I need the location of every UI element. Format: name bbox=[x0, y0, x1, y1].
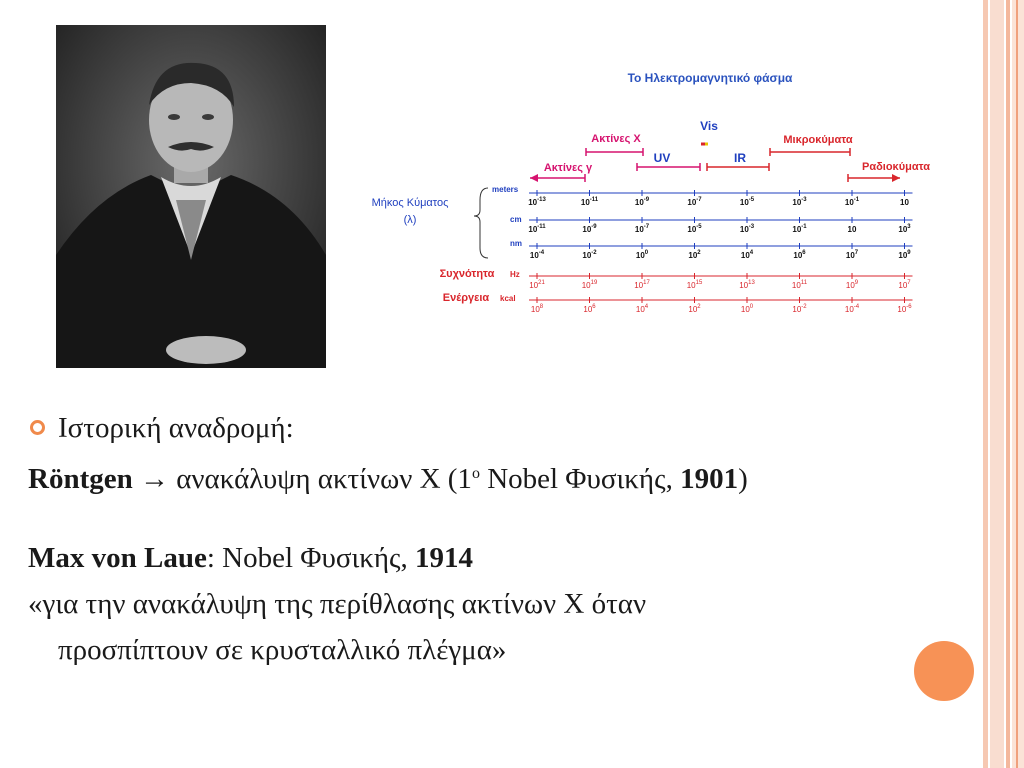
scale-label-kcal: $10^2$ bbox=[688, 304, 701, 314]
stripe bbox=[1016, 0, 1018, 768]
energy-label: Ενέργεια bbox=[442, 292, 490, 304]
roentgen-line bbox=[28, 454, 968, 500]
scale-label-nm: $10^9$ bbox=[898, 250, 911, 260]
scale-label-kcal: $10^{-2}$ bbox=[792, 304, 807, 314]
stripe bbox=[1006, 0, 1010, 768]
scale-label-nm: $10^4$ bbox=[740, 250, 754, 260]
roentgen-text-b: Nobel Φυσικής, bbox=[479, 463, 681, 495]
unit-nm: nm bbox=[510, 239, 522, 248]
scale-label-cm: $10^3$ bbox=[898, 224, 911, 234]
xrays-label: Ακτίνες Χ bbox=[591, 133, 641, 145]
scale-label-nm: $10^{-4}$ bbox=[529, 250, 545, 260]
scale-label-nm: $10^{-2}$ bbox=[582, 250, 597, 260]
decorative-border-stripes bbox=[980, 0, 1024, 768]
radio-arrowhead bbox=[892, 174, 900, 182]
stripe bbox=[983, 0, 988, 768]
scale-label-hz: $10^{15}$ bbox=[686, 280, 703, 290]
stripe bbox=[1012, 0, 1024, 768]
uv-label: UV bbox=[653, 151, 671, 165]
portrait-photo bbox=[56, 25, 326, 368]
bullet-icon bbox=[30, 420, 45, 435]
roentgen-text-a: ανακάλυψη ακτίνων Χ (1 bbox=[168, 463, 472, 495]
slide-content bbox=[28, 408, 968, 676]
scale-label-kcal: $10^6$ bbox=[583, 304, 596, 314]
laue-name: Max von Laue bbox=[28, 542, 207, 574]
bullet-text: Ιστορική αναδρομή: bbox=[58, 412, 294, 444]
scale-label-meters: $10^{-9}$ bbox=[634, 197, 650, 207]
unit-kcal: kcal bbox=[500, 294, 516, 303]
microwaves-label: Μικροκύματα bbox=[783, 134, 853, 146]
scale-label-kcal: $10^{-4}$ bbox=[844, 304, 860, 314]
wavelength-label: Μήκος Κύματος bbox=[371, 197, 449, 209]
vis-label: Vis bbox=[700, 119, 718, 133]
roentgen-year: 1901 bbox=[680, 463, 739, 495]
electromagnetic-spectrum-figure bbox=[360, 60, 940, 325]
unit-meters: meters bbox=[492, 185, 519, 194]
radio-label: Ραδιοκύματα bbox=[862, 161, 930, 173]
scale-label-hz: $10^{13}$ bbox=[739, 280, 755, 290]
scale-label-cm: $10^{-3}$ bbox=[739, 224, 755, 234]
stripe bbox=[990, 0, 1004, 768]
spectrum-title: Το Ηλεκτρομαγνητικό φάσμα bbox=[627, 71, 793, 85]
scale-label-meters: $10^{-7}$ bbox=[687, 197, 702, 207]
scale-label-hz: $10^7$ bbox=[898, 280, 911, 290]
scale-label-hz: $10^{11}$ bbox=[791, 280, 808, 290]
quote-line-1: «για την ανακάλυψη της περίθλασης ακτίνων Χ όταν bbox=[28, 588, 647, 620]
unit-cm: cm bbox=[510, 215, 522, 224]
scale-label-kcal: $10^{-6}$ bbox=[897, 304, 912, 314]
laue-line bbox=[28, 538, 968, 584]
roentgen-close: ) bbox=[738, 463, 748, 495]
roentgen-name: Röntgen bbox=[28, 463, 133, 495]
scale-label-meters: 10 bbox=[900, 198, 909, 207]
ir-label: IR bbox=[734, 151, 746, 165]
quote-line-2: προσπίπτουν σε κρυσταλλικό πλέγμα» bbox=[58, 634, 507, 666]
gamma-label: Ακτίνες γ bbox=[543, 162, 593, 174]
scale-label-cm: $10^{-9}$ bbox=[582, 224, 597, 234]
scale-label-cm: $10^{-11}$ bbox=[528, 224, 546, 234]
wavelength-brace bbox=[474, 188, 488, 258]
laue-year: 1914 bbox=[415, 542, 474, 574]
scale-label-nm: $10^0$ bbox=[635, 250, 649, 260]
scale-label-hz: $10^{21}$ bbox=[529, 280, 545, 290]
wavelength-symbol: (λ) bbox=[403, 214, 417, 226]
scale-label-cm: $10^{-5}$ bbox=[687, 224, 702, 234]
scale-label-kcal: $10^8$ bbox=[530, 304, 544, 314]
bullet-item bbox=[28, 408, 968, 454]
scale-label-hz: $10^{17}$ bbox=[634, 280, 650, 290]
scale-label-kcal: $10^0$ bbox=[740, 304, 754, 314]
scale-label-cm: $10^{-1}$ bbox=[792, 224, 807, 234]
decorative-circle bbox=[914, 641, 974, 701]
scale-label-meters: $10^{-13}$ bbox=[528, 197, 546, 207]
scale-label-cm: 10 bbox=[847, 225, 857, 234]
unit-hz: Hz bbox=[510, 270, 520, 279]
scale-label-cm: $10^{-7}$ bbox=[634, 224, 650, 234]
roentgen-arrow: → bbox=[139, 463, 169, 495]
gamma-arrowhead bbox=[530, 174, 538, 182]
scale-label-hz: $10^{19}$ bbox=[581, 280, 598, 290]
laue-text: : Nobel Φυσικής, bbox=[206, 542, 416, 574]
scale-label-meters: $10^{-11}$ bbox=[580, 197, 599, 207]
frequency-label: Συχνότητα bbox=[439, 268, 495, 280]
roentgen-sup: ο bbox=[471, 465, 480, 482]
scale-label-nm: $10^2$ bbox=[688, 250, 701, 260]
scale-rows bbox=[528, 190, 912, 314]
scale-label-nm: $10^7$ bbox=[845, 250, 859, 260]
scale-label-meters: $10^{-1}$ bbox=[844, 197, 860, 207]
scale-label-hz: $10^9$ bbox=[845, 280, 859, 290]
scale-label-meters: $10^{-5}$ bbox=[739, 197, 755, 207]
scale-label-meters: $10^{-3}$ bbox=[792, 197, 807, 207]
scale-label-nm: $10^6$ bbox=[793, 250, 806, 260]
scale-label-kcal: $10^4$ bbox=[635, 304, 649, 314]
